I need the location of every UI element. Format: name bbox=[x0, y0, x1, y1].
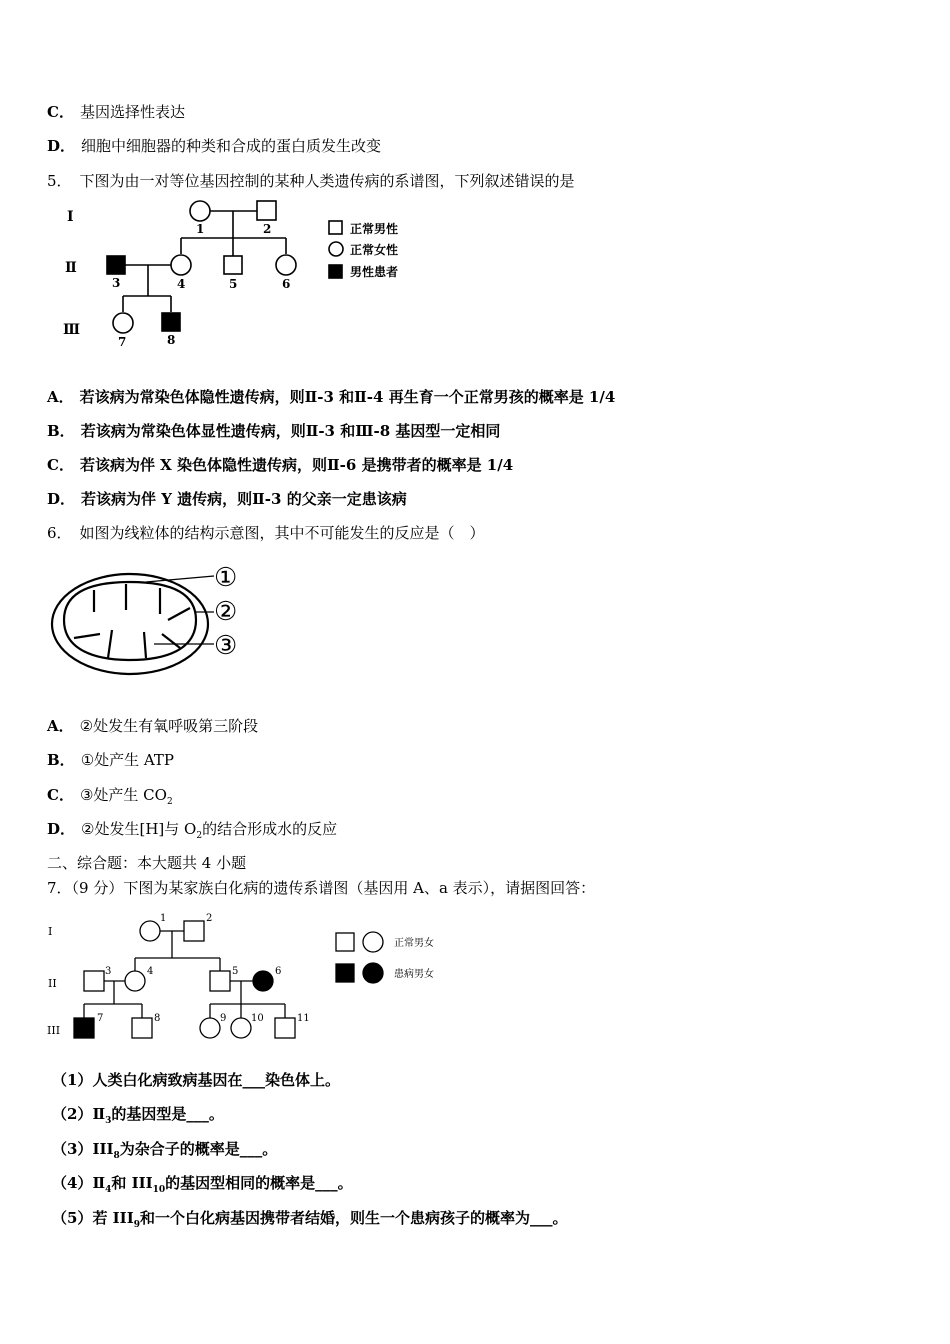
q5-legend-normal-male: 正常男性 bbox=[350, 222, 399, 236]
q5-id-2: 2 bbox=[263, 222, 272, 236]
question-text: 如图为线粒体的结构示意图，其中不可能发生的反应是（ ） bbox=[79, 524, 485, 542]
question-number: 6． bbox=[47, 524, 72, 542]
q5-gen-label-ii: Ⅱ bbox=[65, 260, 77, 276]
option-text: 细胞中细胞器的种类和合成的蛋白质发生改变 bbox=[81, 137, 382, 155]
q5-legend-affected-male-box bbox=[329, 265, 342, 278]
subquestion-text-pre: 若 III bbox=[92, 1209, 134, 1227]
q7-subquestion-5 bbox=[52, 1208, 568, 1235]
subquestion-text: 人类白化病致病基因在___染色体上。 bbox=[92, 1071, 340, 1089]
q5-gen-label-i: Ⅰ bbox=[67, 209, 74, 225]
q7-id-7: 7 bbox=[97, 1013, 104, 1024]
q7-person-2-normal-male bbox=[184, 921, 204, 941]
q5-option-a bbox=[47, 387, 615, 407]
subscript: 10 bbox=[152, 1185, 166, 1195]
q7-subquestion-2 bbox=[52, 1104, 224, 1131]
q6-cristae bbox=[74, 584, 190, 658]
option-text: ②处发生有氧呼吸第三阶段 bbox=[79, 717, 259, 735]
subquestion-text-pre: III bbox=[92, 1140, 114, 1158]
q5-id-8: 8 bbox=[167, 333, 176, 347]
option-letter: D． bbox=[47, 490, 76, 508]
q7-id-8: 8 bbox=[154, 1013, 161, 1024]
q5-person-6-normal-female bbox=[276, 255, 296, 275]
q5-legend-male-box bbox=[329, 221, 342, 234]
q5-stem bbox=[47, 171, 575, 191]
question-number: 7． bbox=[47, 879, 72, 897]
q4-option-d bbox=[47, 136, 381, 156]
q5-id-7: 7 bbox=[118, 335, 127, 349]
q6-mitochondrion-svg bbox=[50, 558, 250, 678]
q5-person-4-normal-female bbox=[171, 255, 191, 275]
section-title: 二、综合题：本大题共 4 小题 bbox=[47, 854, 247, 872]
subscript: 2 bbox=[196, 831, 203, 841]
option-text: 若该病为常染色体显性遗传病，则Ⅱ-3 和Ⅲ-8 基因型一定相同 bbox=[80, 422, 501, 440]
q5-id-4: 4 bbox=[177, 277, 186, 291]
option-letter: B． bbox=[47, 751, 75, 769]
q7-id-11: 11 bbox=[297, 1013, 310, 1024]
q5-id-1: 1 bbox=[196, 222, 205, 236]
option-text: 若该病为伴 Y 遗传病，则Ⅱ-3 的父亲一定患该病 bbox=[81, 490, 407, 508]
option-letter: D． bbox=[47, 820, 76, 838]
q7-id-4: 4 bbox=[147, 966, 154, 977]
subquestion-number: （3） bbox=[52, 1140, 93, 1158]
q7-id-2: 2 bbox=[206, 913, 213, 924]
question-number: 5． bbox=[47, 172, 72, 190]
option-text: ①处产生 ATP bbox=[80, 751, 175, 769]
subquestion-number: （1） bbox=[52, 1071, 93, 1089]
subscript: 9 bbox=[133, 1220, 140, 1230]
q7-legend-normal: 正常男女 bbox=[394, 938, 434, 949]
q7-person-5-normal-male bbox=[210, 971, 230, 991]
subquestion-text-post: 的基因型相同的概率是___。 bbox=[165, 1174, 353, 1192]
option-text: 基因选择性表达 bbox=[79, 103, 185, 121]
option-letter: C． bbox=[47, 786, 74, 804]
subscript: 8 bbox=[113, 1151, 120, 1161]
q7-legend-affected: 患病男女 bbox=[394, 969, 434, 980]
q7-id-9: 9 bbox=[220, 1013, 227, 1024]
q5-person-8-affected-male bbox=[162, 313, 180, 331]
subquestion-text-pre: Ⅱ bbox=[92, 1105, 106, 1123]
q5-person-5-normal-male bbox=[224, 256, 242, 274]
q7-id-6: 6 bbox=[275, 966, 282, 977]
q5-legend-female-circle bbox=[329, 242, 343, 256]
q6-inner-membrane bbox=[64, 582, 196, 660]
q7-id-1: 1 bbox=[160, 913, 167, 924]
q7-person-9-normal-female bbox=[200, 1018, 220, 1038]
option-letter: A． bbox=[47, 717, 74, 735]
option-letter: A． bbox=[47, 388, 74, 406]
q5-gen-label-iii: Ⅲ bbox=[63, 322, 81, 338]
subquestion-number: （2） bbox=[52, 1105, 93, 1123]
q6-option-c bbox=[47, 785, 173, 812]
question-text: 下图为由一对等位基因控制的某种人类遗传病的系谱图，下列叙述错误的是 bbox=[79, 172, 575, 190]
option-letter: D． bbox=[47, 137, 76, 155]
option-text-pre: ②处发生[H]与 O bbox=[81, 820, 197, 838]
q6-option-b bbox=[47, 750, 174, 770]
subquestion-number: （5） bbox=[52, 1209, 93, 1227]
q6-label-3: ③ bbox=[214, 631, 238, 661]
q5-person-7-normal-female bbox=[113, 313, 133, 333]
subscript: 2 bbox=[166, 797, 173, 807]
q7-subquestion-3 bbox=[52, 1139, 277, 1166]
q7-gen-label-i: I bbox=[48, 925, 53, 938]
q7-person-10-normal-female bbox=[231, 1018, 251, 1038]
q7-subquestion-1 bbox=[52, 1070, 340, 1090]
subscript: 4 bbox=[105, 1185, 112, 1195]
q7-legend-normal-female-circle bbox=[363, 932, 383, 952]
option-text: 若该病为伴 X 染色体隐性遗传病，则Ⅱ-6 是携带者的概率是 1/4 bbox=[79, 456, 514, 474]
subquestion-text-post: 为杂合子的概率是___。 bbox=[119, 1140, 278, 1158]
q7-person-4-normal-female bbox=[125, 971, 145, 991]
q7-person-1-normal-female bbox=[140, 921, 160, 941]
q7-legend-affected-male-box bbox=[336, 964, 354, 982]
question-score: （9 分） bbox=[71, 879, 124, 897]
q7-id-3: 3 bbox=[105, 966, 112, 977]
option-text: 若该病为常染色体隐性遗传病，则Ⅱ-3 和Ⅱ-4 再生育一个正常男孩的概率是 1/4 bbox=[79, 388, 616, 406]
q7-subquestion-4 bbox=[52, 1173, 353, 1200]
q6-option-a bbox=[47, 716, 258, 736]
subquestion-number: （4） bbox=[52, 1174, 93, 1192]
q7-person-6-affected-female bbox=[253, 971, 273, 991]
q7-stem bbox=[47, 878, 595, 898]
q5-legend-normal-female: 正常女性 bbox=[350, 243, 399, 257]
q5-person-2-normal-male bbox=[257, 201, 276, 220]
q7-person-3-normal-male bbox=[84, 971, 104, 991]
question-text: 下图为某家族白化病的遗传系谱图（基因用 A、a 表示），请据图回答： bbox=[123, 879, 596, 897]
option-text: ③处产生 CO bbox=[79, 786, 167, 804]
q5-id-6: 6 bbox=[282, 277, 291, 291]
subquestion-text-post: 和一个白化病基因携带者结婚，则生一个患病孩子的概率为___。 bbox=[139, 1209, 568, 1227]
q6-label-2: ② bbox=[214, 597, 238, 627]
q6-option-d bbox=[47, 819, 337, 846]
q7-id-10: 10 bbox=[251, 1013, 264, 1024]
q5-id-5: 5 bbox=[229, 277, 238, 291]
q7-person-8-normal-male bbox=[132, 1018, 152, 1038]
q5-pedigree-svg bbox=[55, 196, 425, 356]
q7-person-7-affected-male bbox=[74, 1018, 94, 1038]
q7-pedigree-figure bbox=[44, 906, 454, 1048]
subquestion-text-post: 的基因型是___。 bbox=[111, 1105, 224, 1123]
option-letter: C． bbox=[47, 456, 74, 474]
option-letter: C． bbox=[47, 103, 74, 121]
q4-option-c bbox=[47, 102, 185, 122]
option-letter: B． bbox=[47, 422, 75, 440]
q5-option-d bbox=[47, 489, 407, 509]
q7-gen-label-iii: III bbox=[47, 1024, 61, 1037]
q5-id-3: 3 bbox=[112, 276, 121, 290]
q7-pedigree-svg bbox=[44, 906, 454, 1048]
q7-person-11-normal-male bbox=[275, 1018, 295, 1038]
q5-option-c bbox=[47, 455, 513, 475]
q6-mitochondrion-figure bbox=[50, 558, 250, 678]
q5-legend-affected-male: 男性患者 bbox=[350, 265, 399, 279]
subquestion-text-mid: 和 III bbox=[111, 1174, 153, 1192]
q7-id-5: 5 bbox=[232, 966, 239, 977]
q6-label-1: ① bbox=[214, 563, 238, 593]
subquestion-text-pre: Ⅱ bbox=[92, 1174, 106, 1192]
q5-pedigree-figure bbox=[55, 196, 425, 356]
q7-gen-label-ii: II bbox=[48, 977, 57, 990]
q7-legend-affected-female-circle bbox=[363, 963, 383, 983]
q7-legend-normal-male-box bbox=[336, 933, 354, 951]
q5-person-1-normal-female bbox=[190, 201, 210, 221]
option-text-post: 的结合形成水的反应 bbox=[202, 820, 338, 838]
q5-person-3-affected-male bbox=[107, 256, 125, 274]
q6-stem bbox=[47, 523, 485, 543]
subscript: 3 bbox=[105, 1116, 112, 1126]
q5-option-b bbox=[47, 421, 500, 441]
